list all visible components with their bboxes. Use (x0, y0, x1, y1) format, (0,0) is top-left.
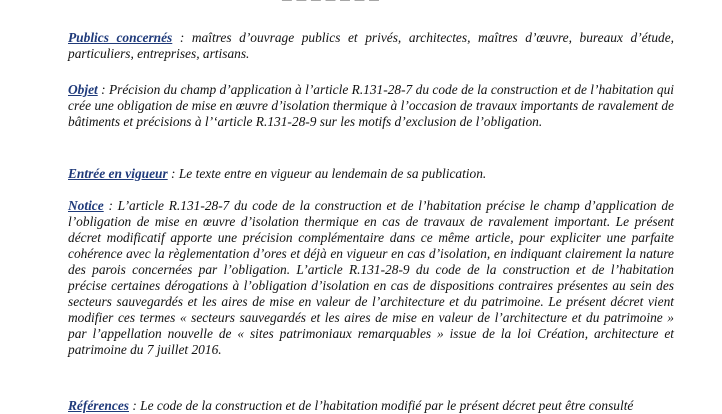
cut-off-header: — — — — — — — (282, 0, 380, 6)
heading-objet: Objet (68, 82, 98, 97)
heading-references: Références (68, 398, 129, 413)
text-publics: : maîtres d’ouvrage publics et privés, architectes, maîtres d’œuvre, bureaux d’étude, particuliers, entreprises, artisans. (68, 30, 674, 61)
paragraph-objet (68, 82, 674, 130)
heading-notice: Notice (68, 198, 104, 213)
paragraph-entree (68, 166, 674, 182)
text-notice: : L’article R.131-28-7 du code de la construction et de l’habitation précise le champ d’application de l’obligation de mise en œuvre d’isolation thermique en cas de travaux de ravalement important. Le présent décret modificatif apporte une précision complémentaire dans ce même article, pour expliciter une parfaite cohérence avec la règlementation d’ores et déjà en vigueur en cas d’isolation, en indiquant clairement la nature des parois concernées par l’obligation. L’article R.131-28-9 du code de la construction et de l’habitation précise certaines dérogations à l’obligation d’isolation en cas de dispositions contraires présentes au sein des secteurs sauvegardés et les aires de mise en valeur de l’architecture et du patrimoine. Le présent décret vient modifier ces termes « secteurs sauvegardés et les aires de mise en valeur de l’architecture et du patrimoine » par l’appellation nouvelle de « sites patrimoniaux remarquables » issue de la loi Création, architecture et patrimoine du 7 juillet 2016. (68, 198, 674, 357)
paragraph-publics (68, 30, 674, 62)
paragraph-references (68, 398, 674, 414)
heading-entree: Entrée en vigueur (68, 166, 168, 181)
heading-publics: Publics concernés (68, 30, 173, 45)
text-references: : Le code de la construction et de l’habitation modifié par le présent décret peut être consulté (128, 398, 634, 413)
paragraph-notice (68, 198, 674, 358)
text-entree: : Le texte entre en vigueur au lendemain de sa publication. (167, 166, 487, 181)
text-objet: : Précision du champ d’application à l’article R.131-28-7 du code de la construction et de l’habitation qui crée une obligation de mise en œuvre d’isolation thermique à l’occasion de travaux importants de ravalement de bâtiments et précisions à l’‘article R.131-28-9 sur les motifs d’exclusion de l’obligation. (68, 82, 674, 129)
